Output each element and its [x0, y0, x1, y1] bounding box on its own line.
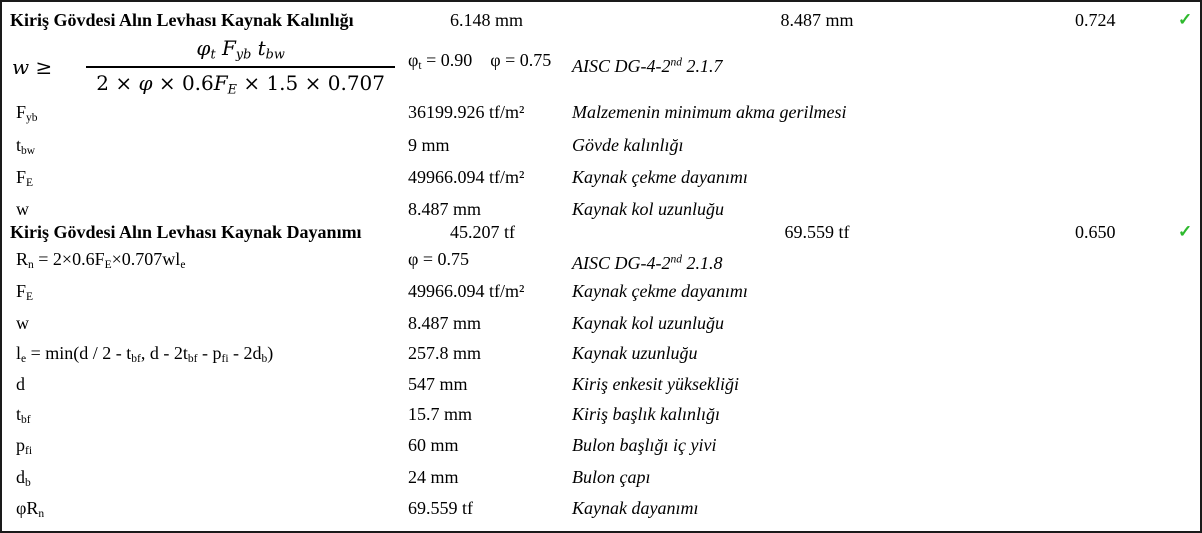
param-symbol: w [16, 199, 29, 219]
param-value: 15.7 mm [408, 404, 473, 424]
section1-formula-row [2, 36, 1200, 98]
param-description: Kiriş enkesit yüksekliği [572, 374, 739, 394]
param-row [2, 374, 1200, 400]
param-row [2, 135, 1200, 161]
section1-required-value: 6.148 mm [450, 10, 524, 30]
param-description: Kaynak uzunluğu [572, 343, 698, 363]
param-value: 9 mm [408, 135, 450, 155]
formula-fraction [86, 36, 395, 97]
param-row [2, 404, 1200, 430]
section2-title: Kiriş Gövdesi Alın Levhası Kaynak Dayanımı [10, 222, 362, 242]
param-description: Malzemenin minimum akma gerilmesi [572, 102, 847, 122]
param-symbol: tbf [16, 404, 31, 427]
param-value: 49966.094 tf/m² [408, 167, 525, 187]
param-description: Kaynak çekme dayanımı [572, 167, 748, 187]
param-value: 547 mm [408, 374, 468, 394]
param-value: 36199.926 tf/m² [408, 102, 525, 122]
phi-factor: φ = 0.75 [408, 249, 470, 269]
phi-factors: φt = 0.90 φ = 0.75 [408, 50, 552, 73]
section2-required-value: 45.207 tf [450, 222, 515, 242]
param-row [2, 281, 1200, 307]
param-symbol: d [16, 374, 25, 394]
section2-header-row [2, 222, 1200, 248]
weld-thickness-formula [12, 36, 395, 97]
param-symbol: FE [16, 281, 34, 304]
check-icon: ✓ [1178, 222, 1193, 241]
param-description: Gövde kalınlığı [572, 135, 684, 155]
param-row [2, 313, 1200, 339]
param-symbol: Fyb [16, 102, 38, 125]
param-value: 8.487 mm [408, 199, 482, 219]
param-description: Kaynak kol uzunluğu [572, 313, 724, 333]
param-description: Bulon başlığı iç yivi [572, 435, 717, 455]
section1-capacity-value: 8.487 mm [780, 10, 854, 30]
section2-capacity-value: 69.559 tf [784, 222, 850, 242]
code-reference-1: AISC DG-4-2nd 2.1.7 [572, 56, 723, 76]
param-symbol: w [16, 313, 29, 333]
section1-ratio: 0.724 [1075, 10, 1116, 30]
param-description: Kaynak kol uzunluğu [572, 199, 724, 219]
param-value: 8.487 mm [408, 313, 482, 333]
param-row [2, 102, 1200, 128]
param-row [2, 435, 1200, 461]
param-value: 60 mm [408, 435, 459, 455]
param-row [2, 498, 1200, 524]
param-description: Kiriş başlık kalınlığı [572, 404, 721, 424]
section1-title: Kiriş Gövdesi Alın Levhası Kaynak Kalınlığı [10, 10, 354, 30]
param-value: 69.559 tf [408, 498, 473, 518]
param-symbol: tbw [16, 135, 36, 158]
formula-lhs: w ≥ [12, 54, 53, 79]
weld-strength-formula: Rn = 2×0.6FE×0.707wle [16, 249, 186, 272]
param-symbol: φRn [16, 498, 45, 521]
param-symbol: FE [16, 167, 34, 190]
section2-ratio: 0.650 [1075, 222, 1116, 242]
param-row [2, 467, 1200, 493]
param-symbol: pfi [16, 435, 33, 458]
param-symbol: db [16, 467, 31, 490]
code-reference-2: AISC DG-4-2nd 2.1.8 [572, 253, 723, 273]
param-description: Kaynak dayanımı [572, 498, 699, 518]
section2-formula-row [2, 249, 1200, 275]
param-description: Kaynak çekme dayanımı [572, 281, 748, 301]
param-description: Bulon çapı [572, 467, 651, 487]
param-row [2, 343, 1200, 369]
param-symbol: le = min(d / 2 - tbf, d - 2tbf - pfi - 2db) [16, 343, 274, 366]
param-value: 257.8 mm [408, 343, 482, 363]
param-value: 49966.094 tf/m² [408, 281, 525, 301]
param-value: 24 mm [408, 467, 459, 487]
param-row [2, 167, 1200, 193]
formula-numerator: φt Fyb tbw [86, 36, 395, 68]
check-icon: ✓ [1178, 10, 1193, 29]
section1-header-row [2, 10, 1200, 36]
formula-denominator: 2 × φ × 0.6FE × 1.5 × 0.707 [96, 70, 385, 98]
